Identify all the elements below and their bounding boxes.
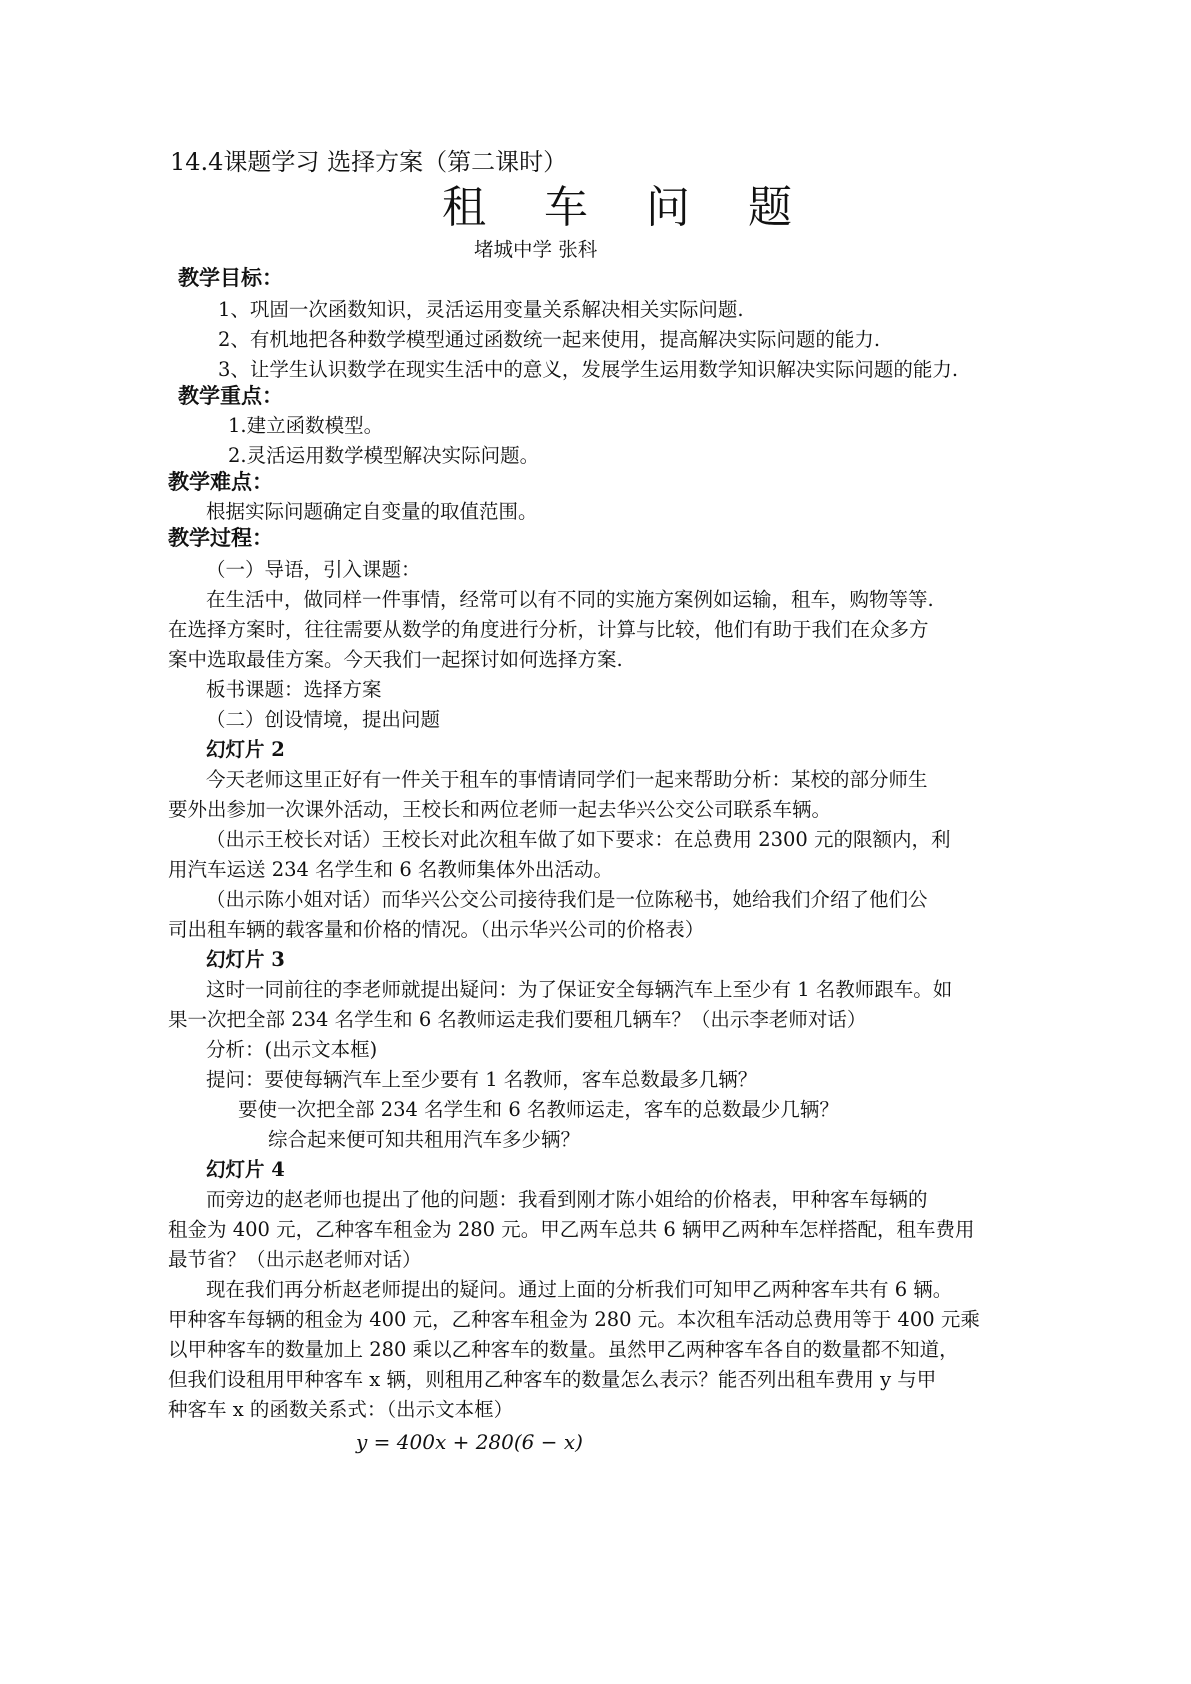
main-title: 租 车 问 题 xyxy=(442,182,814,233)
slide-label: 幻灯片 3 xyxy=(206,948,285,971)
process-line: 分析：(出示文本框) xyxy=(206,1038,378,1061)
process-line: 甲种客车每辆的租金为 400 元，乙种客车租金为 280 元。本次租车活动总费用等于 400 元乘 xyxy=(168,1308,980,1331)
cost-formula: y = 400x + 280(6 − x) xyxy=(356,1430,583,1454)
process-line: （出示王校长对话）王校长对此次租车做了如下要求：在总费用 2300 元的限额内，利 xyxy=(206,828,951,851)
process-line: 租金为 400 元，乙种客车租金为 280 元。甲乙两车总共 6 辆甲乙两种车怎样搭配，租车费用 xyxy=(168,1218,975,1241)
process-line: 以甲种客车的数量加上 280 乘以乙种客车的数量。虽然甲乙两种客车各自的数量都不知道， xyxy=(168,1338,959,1361)
process-line: 今天老师这里正好有一件关于租车的事情请同学们一起来帮助分析：某校的部分师生 xyxy=(206,768,928,791)
process-line: 要外出参加一次课外活动，王校长和两位老师一起去华兴公交公司联系车辆。 xyxy=(168,798,832,821)
process-line: 最节省？（出示赵老师对话） xyxy=(168,1248,422,1271)
slide-label: 幻灯片 4 xyxy=(206,1158,285,1181)
objective-item: 1、巩固一次函数知识，灵活运用变量关系解决相关实际问题. xyxy=(218,298,744,321)
key-points-heading: 教学重点： xyxy=(178,384,283,408)
difficulties-heading: 教学难点： xyxy=(168,470,273,494)
process-heading: 教学过程： xyxy=(168,526,273,550)
lesson-title: 14.4课题学习 选择方案（第二课时） xyxy=(170,148,568,176)
process-line: 在选择方案时，往往需要从数学的角度进行分析，计算与比较，他们有助于我们在众多方 xyxy=(168,618,929,641)
process-line: 案中选取最佳方案。今天我们一起探讨如何选择方案. xyxy=(168,648,623,671)
key-point-item: 1.建立函数模型。 xyxy=(228,414,384,437)
process-line: 提问：要使每辆汽车上至少要有 1 名教师，客车总数最多几辆？ xyxy=(206,1068,758,1091)
process-line: 而旁边的赵老师也提出了他的问题：我看到刚才陈小姐给的价格表，甲种客车每辆的 xyxy=(206,1188,928,1211)
process-line: 综合起来便可知共租用汽车多少辆？ xyxy=(268,1128,581,1151)
process-line: 果一次把全部 234 名学生和 6 名教师运走我们要租几辆车？（出示李老师对话） xyxy=(168,1008,867,1031)
process-line: 要使一次把全部 234 名学生和 6 名教师运走，客车的总数最少几辆？ xyxy=(238,1098,839,1121)
process-line: 这时一同前往的李老师就提出疑问：为了保证安全每辆汽车上至少有 1 名教师跟车。如 xyxy=(206,978,953,1001)
difficulty-item: 根据实际问题确定自变量的取值范围。 xyxy=(206,500,538,523)
objectives-heading: 教学目标： xyxy=(178,266,283,290)
process-line: 现在我们再分析赵老师提出的疑问。通过上面的分析我们可知甲乙两种客车共有 6 辆。 xyxy=(206,1278,953,1301)
process-line: 种客车 x 的函数关系式：（出示文本框） xyxy=(168,1398,514,1421)
process-line: 在生活中，做同样一件事情，经常可以有不同的实施方案例如运输，租车，购物等等. xyxy=(206,588,934,611)
process-line: 但我们设租用甲种客车 x 辆，则租用乙种客车的数量怎么表示？能否列出租车费用 y 与甲 xyxy=(168,1368,937,1391)
process-line: 板书课题：选择方案 xyxy=(206,678,382,701)
process-line: （二）创设情境，提出问题 xyxy=(206,708,441,731)
process-line: （一）导语，引入课题： xyxy=(206,558,421,581)
slide-label: 幻灯片 2 xyxy=(206,738,285,761)
process-line: （出示陈小姐对话）而华兴公交公司接待我们是一位陈秘书，她给我们介绍了他们公 xyxy=(206,888,928,911)
process-line: 用汽车运送 234 名学生和 6 名教师集体外出活动。 xyxy=(168,858,613,881)
process-line: 司出租车辆的载客量和价格的情况。（出示华兴公司的价格表） xyxy=(168,918,705,941)
objective-item: 2、有机地把各种数学模型通过函数统一起来使用，提高解决实际问题的能力. xyxy=(218,328,881,351)
key-point-item: 2.灵活运用数学模型解决实际问题。 xyxy=(228,444,540,467)
author-line: 堵城中学 张科 xyxy=(474,238,598,261)
objective-item: 3、让学生认识数学在现实生活中的意义，发展学生运用数学知识解决实际问题的能力. xyxy=(218,358,959,381)
